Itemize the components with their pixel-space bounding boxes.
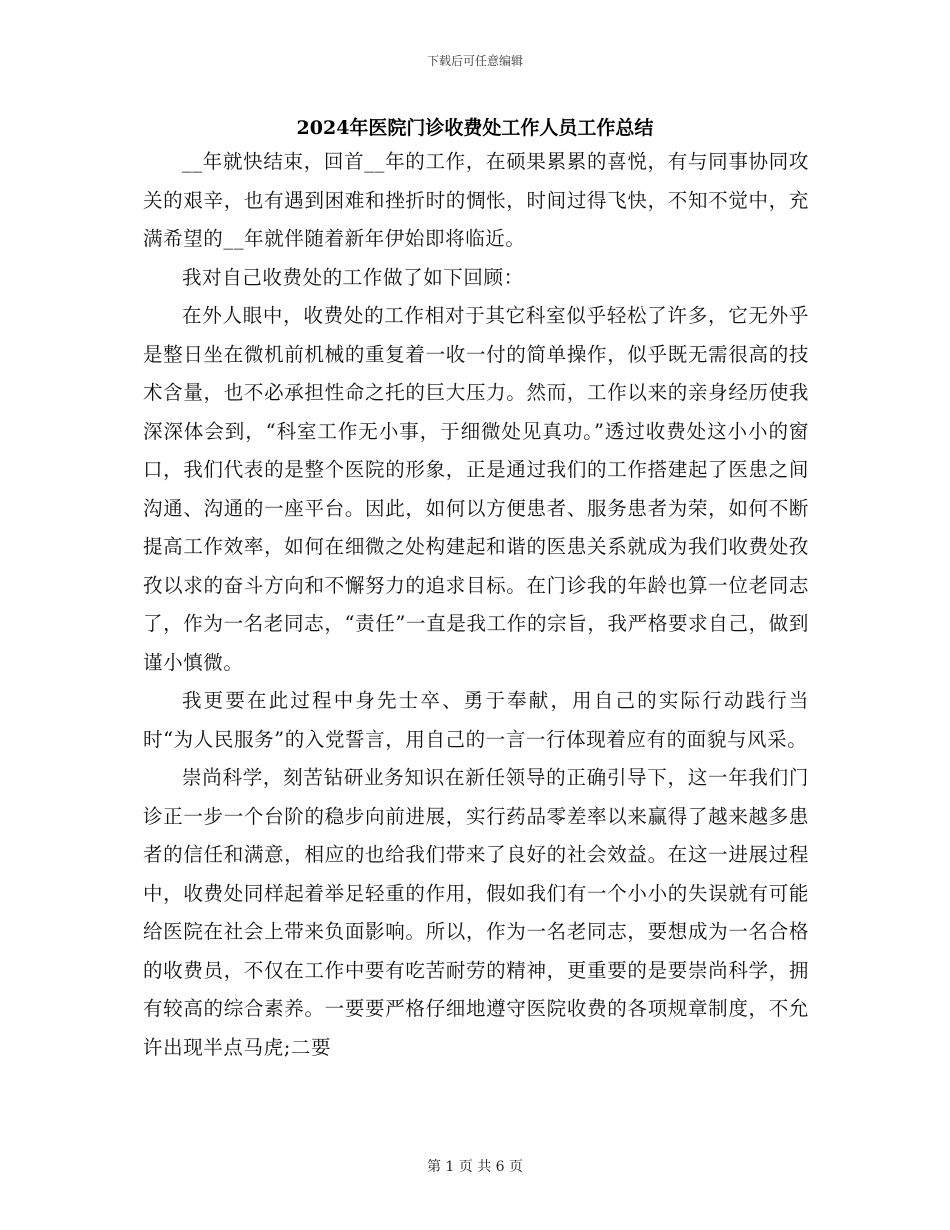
paragraph-intro: __年就快结束，回首__年的工作，在硕果累累的喜悦，有与同事协同攻关的艰辛，也有遇到困难和挫折时的惆怅，时间过得飞快，不知不觉中，充满希望的__年就伴随着新年伊始即将临近。: [143, 150, 809, 250]
paragraph-review-lead: 我对自己收费处的工作做了如下回顾：: [182, 265, 524, 289]
paragraph-work-reflection: 在外人眼中，收费处的工作相对于其它科室似乎轻松了许多，它无外乎是整日坐在微机前机械的重复着一收一付的简单操作，似乎既无需很高的技术含量，也不必承担性命之托的巨大压力。然而，工作以来的亲身经历使我深深体会到，“科室工作无小事，于细微处见真功。”透过收费处这小小的窗口，我们代表的是整个医院的形象，正是通过我们的工作搭建起了医患之间沟通、沟通的一座平台。因此，如何以方便患者、服务患者为荣，如何不断提高工作效率，如何在细微之处构建起和谐的医患关系就成为我们收费处孜孜以求的奋斗方向和不懈努力的追求目标。在门诊我的年龄也算一位老同志了，作为一名老同志，“责任”一直是我工作的宗旨，我严格要求自己，做到谨小慎微。: [143, 304, 809, 674]
document-body: [143, 143, 809, 1067]
page-header-note: 下载后可任意编辑: [426, 54, 523, 68]
paragraph-dedication: 我更要在此过程中身先士卒、勇于奉献，用自己的实际行动践行当时“为人民服务”的入党誓言，用自己的一言一行体现着应有的面貌与风采。: [143, 689, 809, 751]
paragraph-science: 崇尚科学，刻苦钻研业务知识在新任领导的正确引导下，这一年我们门诊正一步一个台阶的稳步向前进展，实行药品零差率以来赢得了越来越多患者的信任和满意，相应的也给我们带来了良好的社会效益。在这一进展过程中，收费处同样起着举足轻重的作用，假如我们有一个小小的失误就有可能给医院在社会上带来负面影响。所以，作为一名老同志，要想成为一名合格的收费员，不仅在工作中要有吃苦耐劳的精神，更重要的是要崇尚科学，拥有较高的综合素养。一要要严格仔细地遵守医院收费的各项规章制度，不允许出现半点马虎;二要: [143, 766, 809, 1059]
document-title: 2024年医院门诊收费处工作人员工作总结: [296, 117, 654, 139]
page-number: 第 1 页 共 6 页: [426, 1159, 524, 1175]
